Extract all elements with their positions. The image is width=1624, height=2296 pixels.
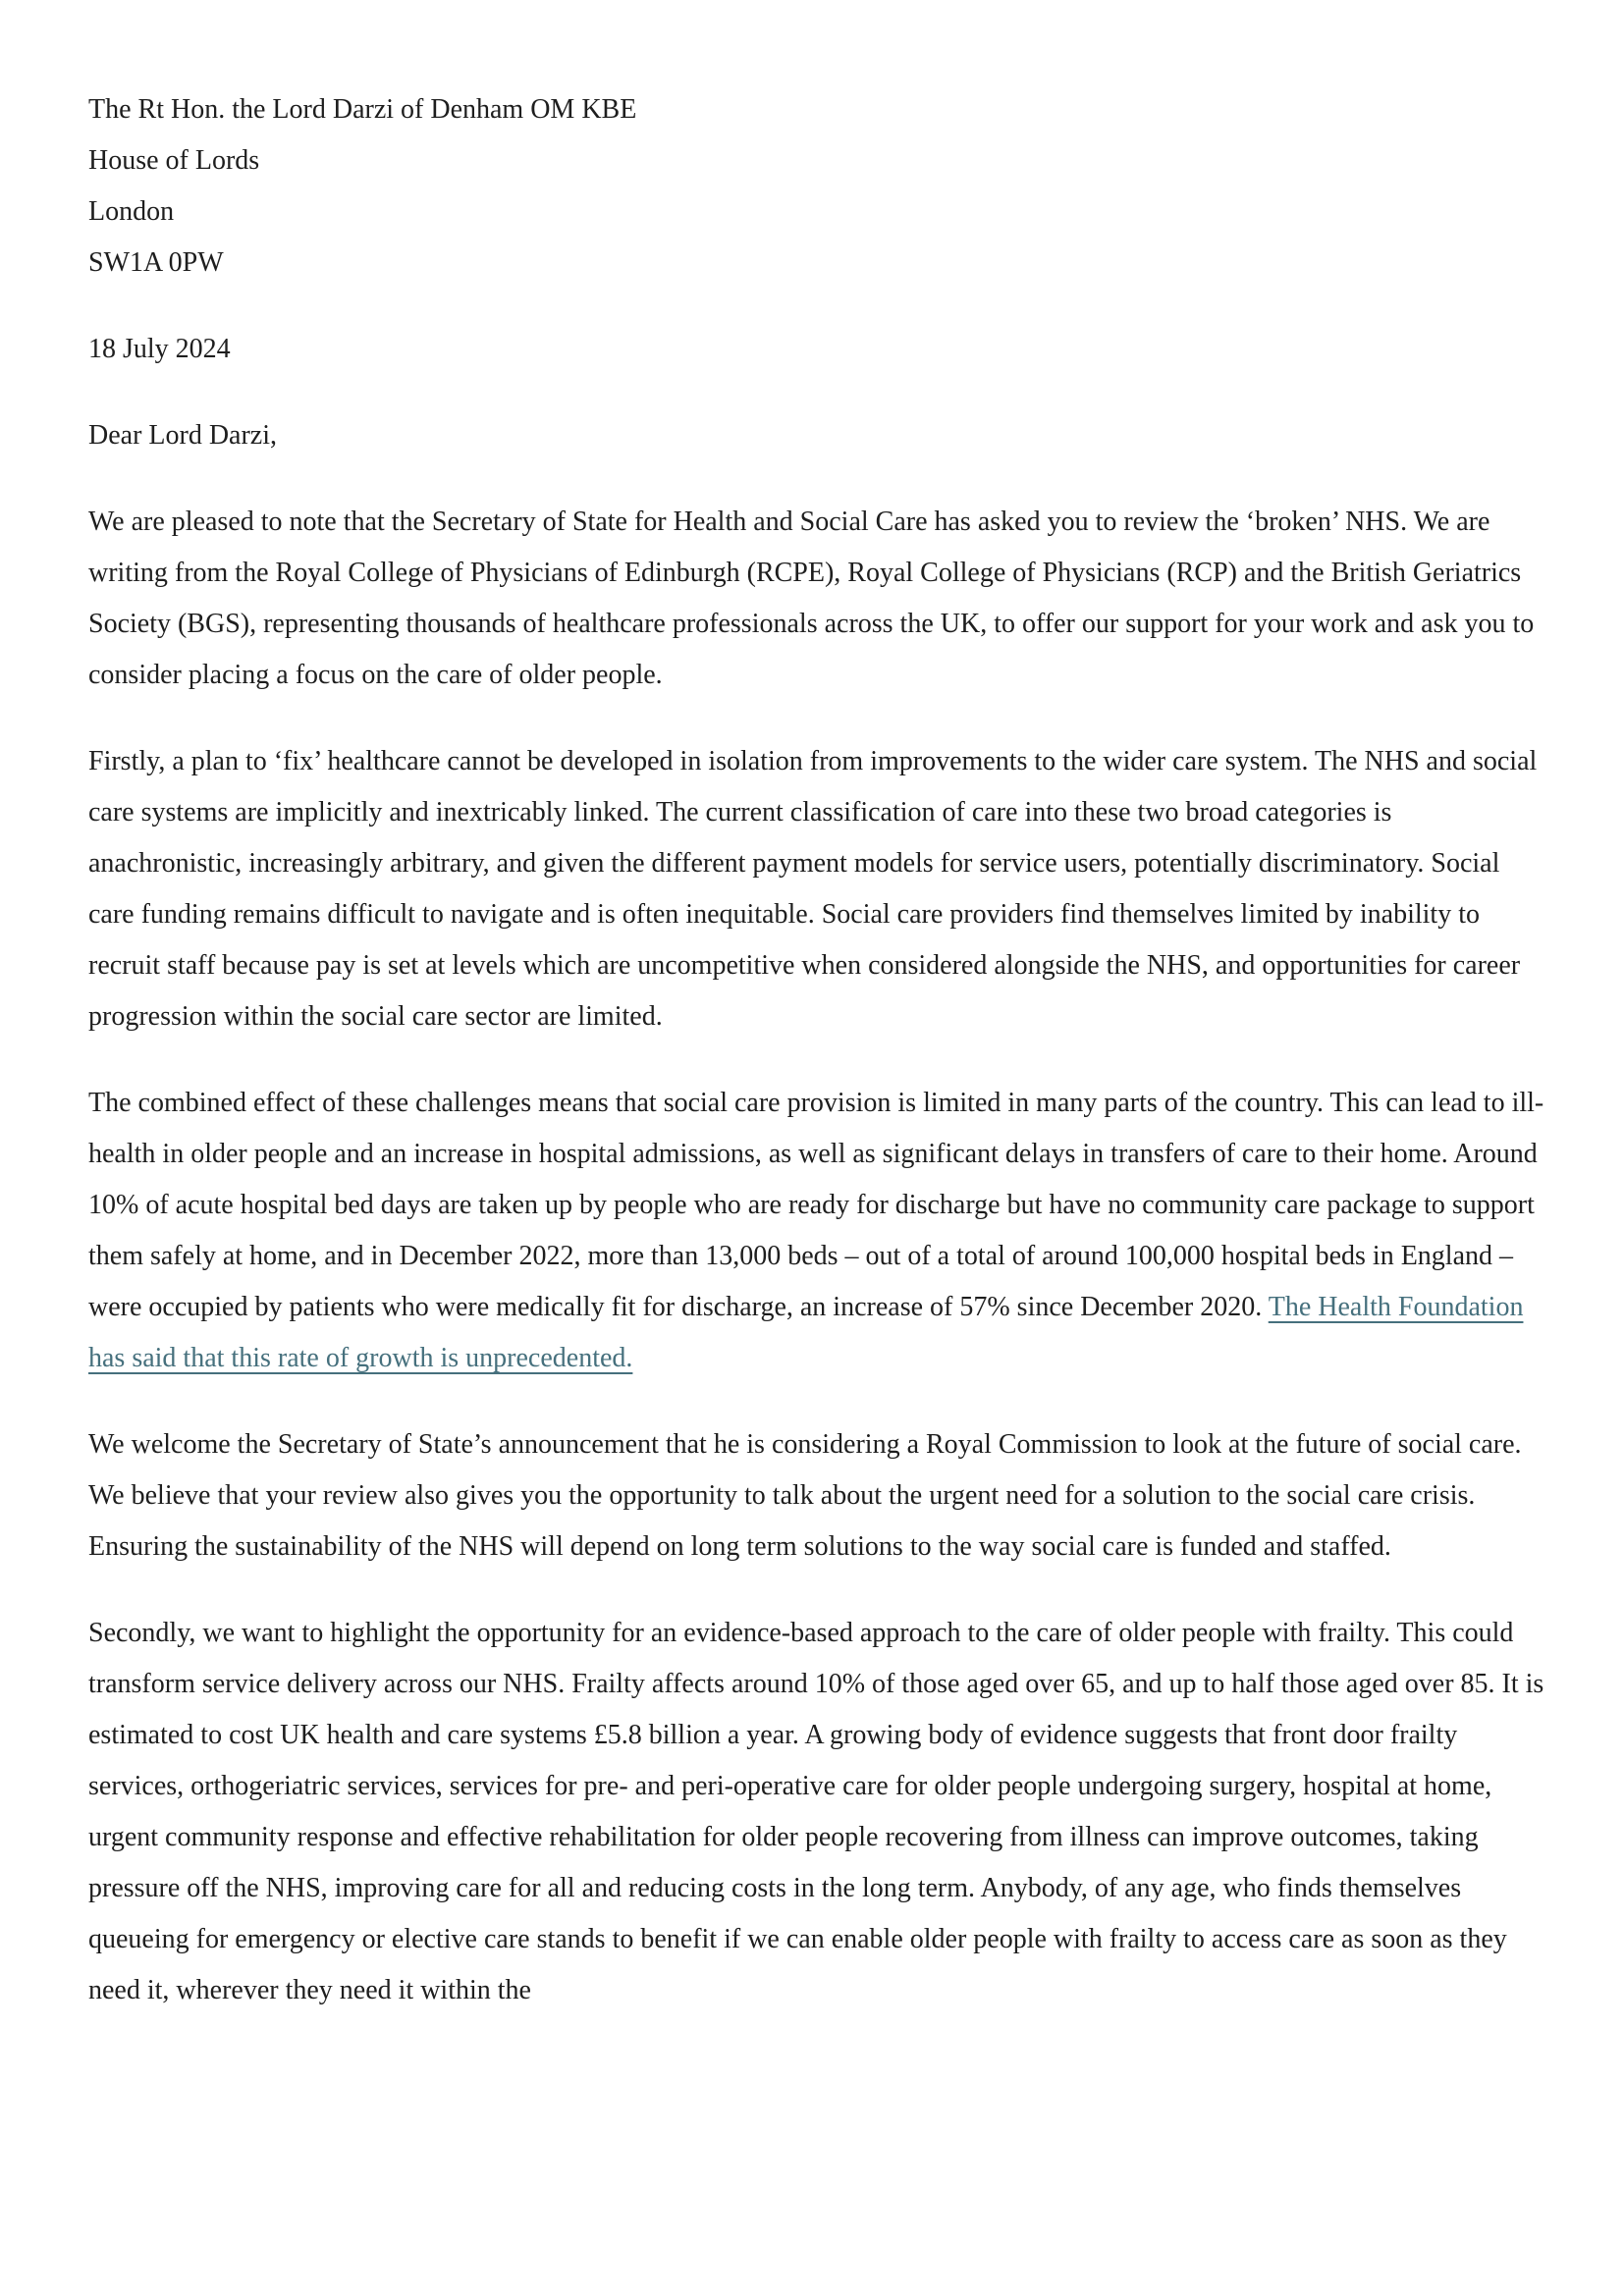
paragraph-frailty-evidence: Secondly, we want to highlight the opportunity for an evidence-based approach to the care of older people with frailty. This could transform service delivery across our NHS. Frailty affects around 10% of those aged over 65, and up to half those aged over 85. It is estimated to cost UK health and care systems £5.8 billion a year. A growing body of evidence suggests that front door frailty services, orthogeriatric services, services for pre- and peri-operative care for older people undergoing surgery, hospital at home, urgent community response and effective rehabilitation for older people recovering from illness can improve outcomes, taking pressure off the NHS, improving care for all and reducing costs in the long term. Anybody, of any age, who finds themselves queueing for emergency or elective care stands to benefit if we can enable older people with frailty to access care as soon as they need it, wherever they need it within the	[88, 1618, 1544, 2005]
paragraph-combined-effect	[88, 1078, 1547, 1384]
paragraph-opening: We are pleased to note that the Secretary of State for Health and Social Care has asked you to review the ‘broken’ NHS. We are writing from the Royal College of Physicians of Edinburgh (RCPE), Royal College of Physicians (RCP) and the British Geriatrics Society (BGS), representing thousands of healthcare professionals across the UK, to offer our support for your work and ask you to consider placing a focus on the care of older people.	[88, 507, 1535, 690]
letter-date: 18 July 2024	[88, 334, 231, 364]
recipient-name: The Rt Hon. the Lord Darzi of Denham OM KBE	[88, 94, 637, 125]
paragraph-combined-effect-text: The combined effect of these challenges means that social care provision is limited in many parts of the country. This can lead to ill-health in older people and an increase in hospital admissions, as well as significant delays in transfers of care to their home. Around 10% of acute hospital bed days are taken up by people who are ready for discharge but have no community care package to support them safely at home, and in December 2022, more than 13,000 beds – out of a total of around 100,000 hospital beds in England – were occupied by patients who were medically fit for discharge, an increase of 57% since December 2020.	[88, 1088, 1544, 1322]
paragraph-royal-commission: We welcome the Secretary of State’s announcement that he is considering a Royal Commission to look at the future of social care. We believe that your review also gives you the opportunity to talk about the urgent need for a solution to the social care crisis. Ensuring the sustainability of the NHS will depend on long term solutions to the way social care is funded and staffed.	[88, 1429, 1522, 1562]
paragraph-social-care-system: Firstly, a plan to ‘fix’ healthcare cannot be developed in isolation from improvements to the wider care system. The NHS and social care systems are implicitly and inextricably linked. The current classification of care into these two broad categories is anachronistic, increasingly arbitrary, and given the different payment models for service users, potentially discriminatory. Social care funding remains difficult to navigate and is often inequitable. Social care providers find themselves limited by inability to recruit staff because pay is set at levels which are uncompetitive when considered alongside the NHS, and opportunities for career progression within the social care sector are limited.	[88, 746, 1538, 1032]
recipient-address-line-2: London	[88, 196, 175, 227]
recipient-postcode: SW1A 0PW	[88, 247, 224, 278]
recipient-address-line-1: House of Lords	[88, 145, 260, 176]
salutation: Dear Lord Darzi,	[88, 420, 278, 451]
recipient-address	[88, 84, 1547, 289]
health-foundation-link[interactable]: The Health Foundation has said that this rate of growth is unprecedented.	[88, 1292, 1524, 1373]
